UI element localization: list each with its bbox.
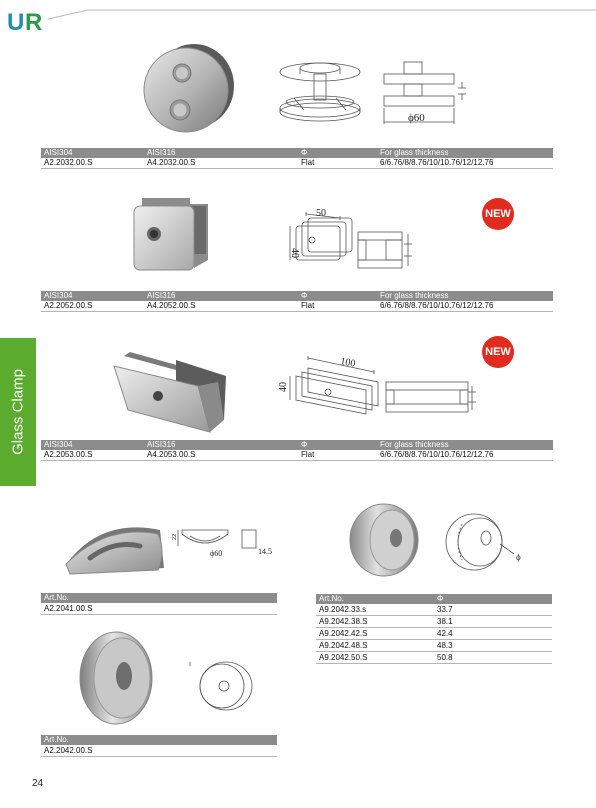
- header-phi: Φ: [301, 440, 308, 449]
- cell-glass-thickness: 6/6.76/8/8.76/10/10.76/12/12.76: [380, 301, 494, 310]
- table-row: [41, 450, 553, 461]
- table-row: [316, 640, 552, 652]
- dim-width-label: 50: [316, 208, 326, 219]
- cell-aisi316: A4.2032.00.S: [147, 158, 196, 167]
- product-photo-2042: [76, 628, 156, 726]
- spec-table-2032: [41, 148, 553, 169]
- header-aisi316: AISI316: [147, 148, 176, 157]
- cell-art-no: A9.2042.38.S: [319, 617, 368, 626]
- table-row: [41, 301, 553, 312]
- art-table-header: [316, 594, 552, 604]
- cell-glass-thickness: 6/6.76/8/8.76/10/10.76/12/12.76: [380, 450, 494, 459]
- cell-art-no: A9.2042.48.S: [319, 641, 368, 650]
- spec-table-2052: [41, 291, 553, 312]
- category-side-tab: [0, 338, 36, 486]
- cell-art-no: A9.2042.42.S: [319, 629, 368, 638]
- dim-height-label: 40: [278, 382, 289, 392]
- spec-table-header: [41, 148, 553, 158]
- header-aisi304: AISI304: [44, 148, 73, 157]
- spec-table-2053: [41, 440, 553, 461]
- header-art-no: Art.No.: [44, 593, 69, 602]
- table-row: [41, 603, 277, 615]
- header-art-no: Art.No.: [44, 735, 69, 744]
- spec-table-header: [41, 291, 553, 301]
- page-number: 24: [32, 778, 44, 789]
- dim-diameter-label: ϕ60: [408, 112, 425, 124]
- table-row: [316, 652, 552, 664]
- header-aisi304: AISI304: [44, 291, 73, 300]
- dim-diameter-label: ϕ60: [210, 549, 223, 558]
- dim-phi-label: ϕ: [516, 552, 521, 562]
- drawing-2041: [172, 526, 280, 560]
- new-badge: NEW: [482, 198, 514, 230]
- drawing-side-2052: [352, 228, 422, 270]
- product-photo-2053: [106, 346, 230, 434]
- art-table-header: [41, 735, 277, 745]
- dim-width-label: 100: [339, 356, 357, 370]
- header-art-no: Art.No.: [319, 594, 344, 603]
- dim-thickness-label: 14.5: [258, 547, 272, 556]
- header-phi: Φ: [301, 148, 308, 157]
- product-photo-2052: [128, 194, 220, 276]
- svg-text:R: R: [25, 9, 43, 36]
- cell-aisi316: A4.2053.00.S: [147, 450, 196, 459]
- cell-phi: 50.8: [437, 653, 453, 662]
- cell-phi: 33.7: [437, 605, 453, 614]
- art-table-9042: [316, 594, 552, 664]
- drawing-2042: [186, 654, 258, 714]
- cell-phi: 48.3: [437, 641, 453, 650]
- cell-phi: Flat: [301, 450, 315, 459]
- drawing-iso-2052: [282, 204, 362, 272]
- cell-art-no: A9.2042.50.S: [319, 653, 368, 662]
- cell-art-no: A9.2042.33.s: [319, 605, 367, 614]
- cell-aisi304: A2.2053.00.S: [44, 450, 93, 459]
- dim-height-label: 40: [289, 248, 300, 258]
- table-row: [41, 158, 553, 169]
- product-photo-2041: [62, 522, 170, 580]
- new-badge: NEW: [482, 336, 514, 368]
- table-row: [316, 616, 552, 628]
- header-aisi316: AISI316: [147, 440, 176, 449]
- drawing-9042: [440, 508, 526, 576]
- table-row: [316, 604, 552, 616]
- header-phi: Φ: [301, 291, 308, 300]
- cell-phi: 38.1: [437, 617, 453, 626]
- header-phi: Φ: [437, 594, 444, 603]
- cell-aisi316: A4.2052.00.S: [147, 301, 196, 310]
- art-table-2042: [41, 735, 277, 757]
- category-label: Glass Clamp: [9, 369, 27, 455]
- cell-art-no: A2.2042.00.S: [44, 746, 93, 755]
- cell-art-no: A2.2041.00.S: [44, 604, 93, 613]
- header-glass-thickness: For glass thickness: [380, 148, 449, 157]
- spec-table-header: [41, 440, 553, 450]
- drawing-side-2032: [378, 58, 478, 130]
- header-glass-thickness: For glass thickness: [380, 291, 449, 300]
- cell-phi: Flat: [301, 158, 315, 167]
- header-aisi316: AISI316: [147, 291, 176, 300]
- cell-phi: 42.4: [437, 629, 453, 638]
- drawing-side-2053: [382, 380, 478, 414]
- header-glass-thickness: For glass thickness: [380, 440, 449, 449]
- cell-glass-thickness: 6/6.76/8/8.76/10/10.76/12/12.76: [380, 158, 494, 167]
- header-rule: [0, 0, 596, 20]
- drawing-iso-2032: [270, 52, 370, 130]
- art-table-header: [41, 593, 277, 603]
- cell-aisi304: A2.2032.00.S: [44, 158, 93, 167]
- cell-aisi304: A2.2052.00.S: [44, 301, 93, 310]
- table-row: [316, 628, 552, 640]
- table-row: [41, 745, 277, 757]
- svg-text:U: U: [7, 9, 25, 36]
- product-photo-9042: [346, 498, 422, 580]
- cell-phi: Flat: [301, 301, 315, 310]
- brand-logo: [6, 6, 46, 34]
- dim-r-label: 22: [172, 534, 178, 540]
- art-table-2041: [41, 593, 277, 615]
- drawing-iso-2053: [278, 352, 382, 420]
- product-photo-2032: [138, 40, 238, 140]
- header-aisi304: AISI304: [44, 440, 73, 449]
